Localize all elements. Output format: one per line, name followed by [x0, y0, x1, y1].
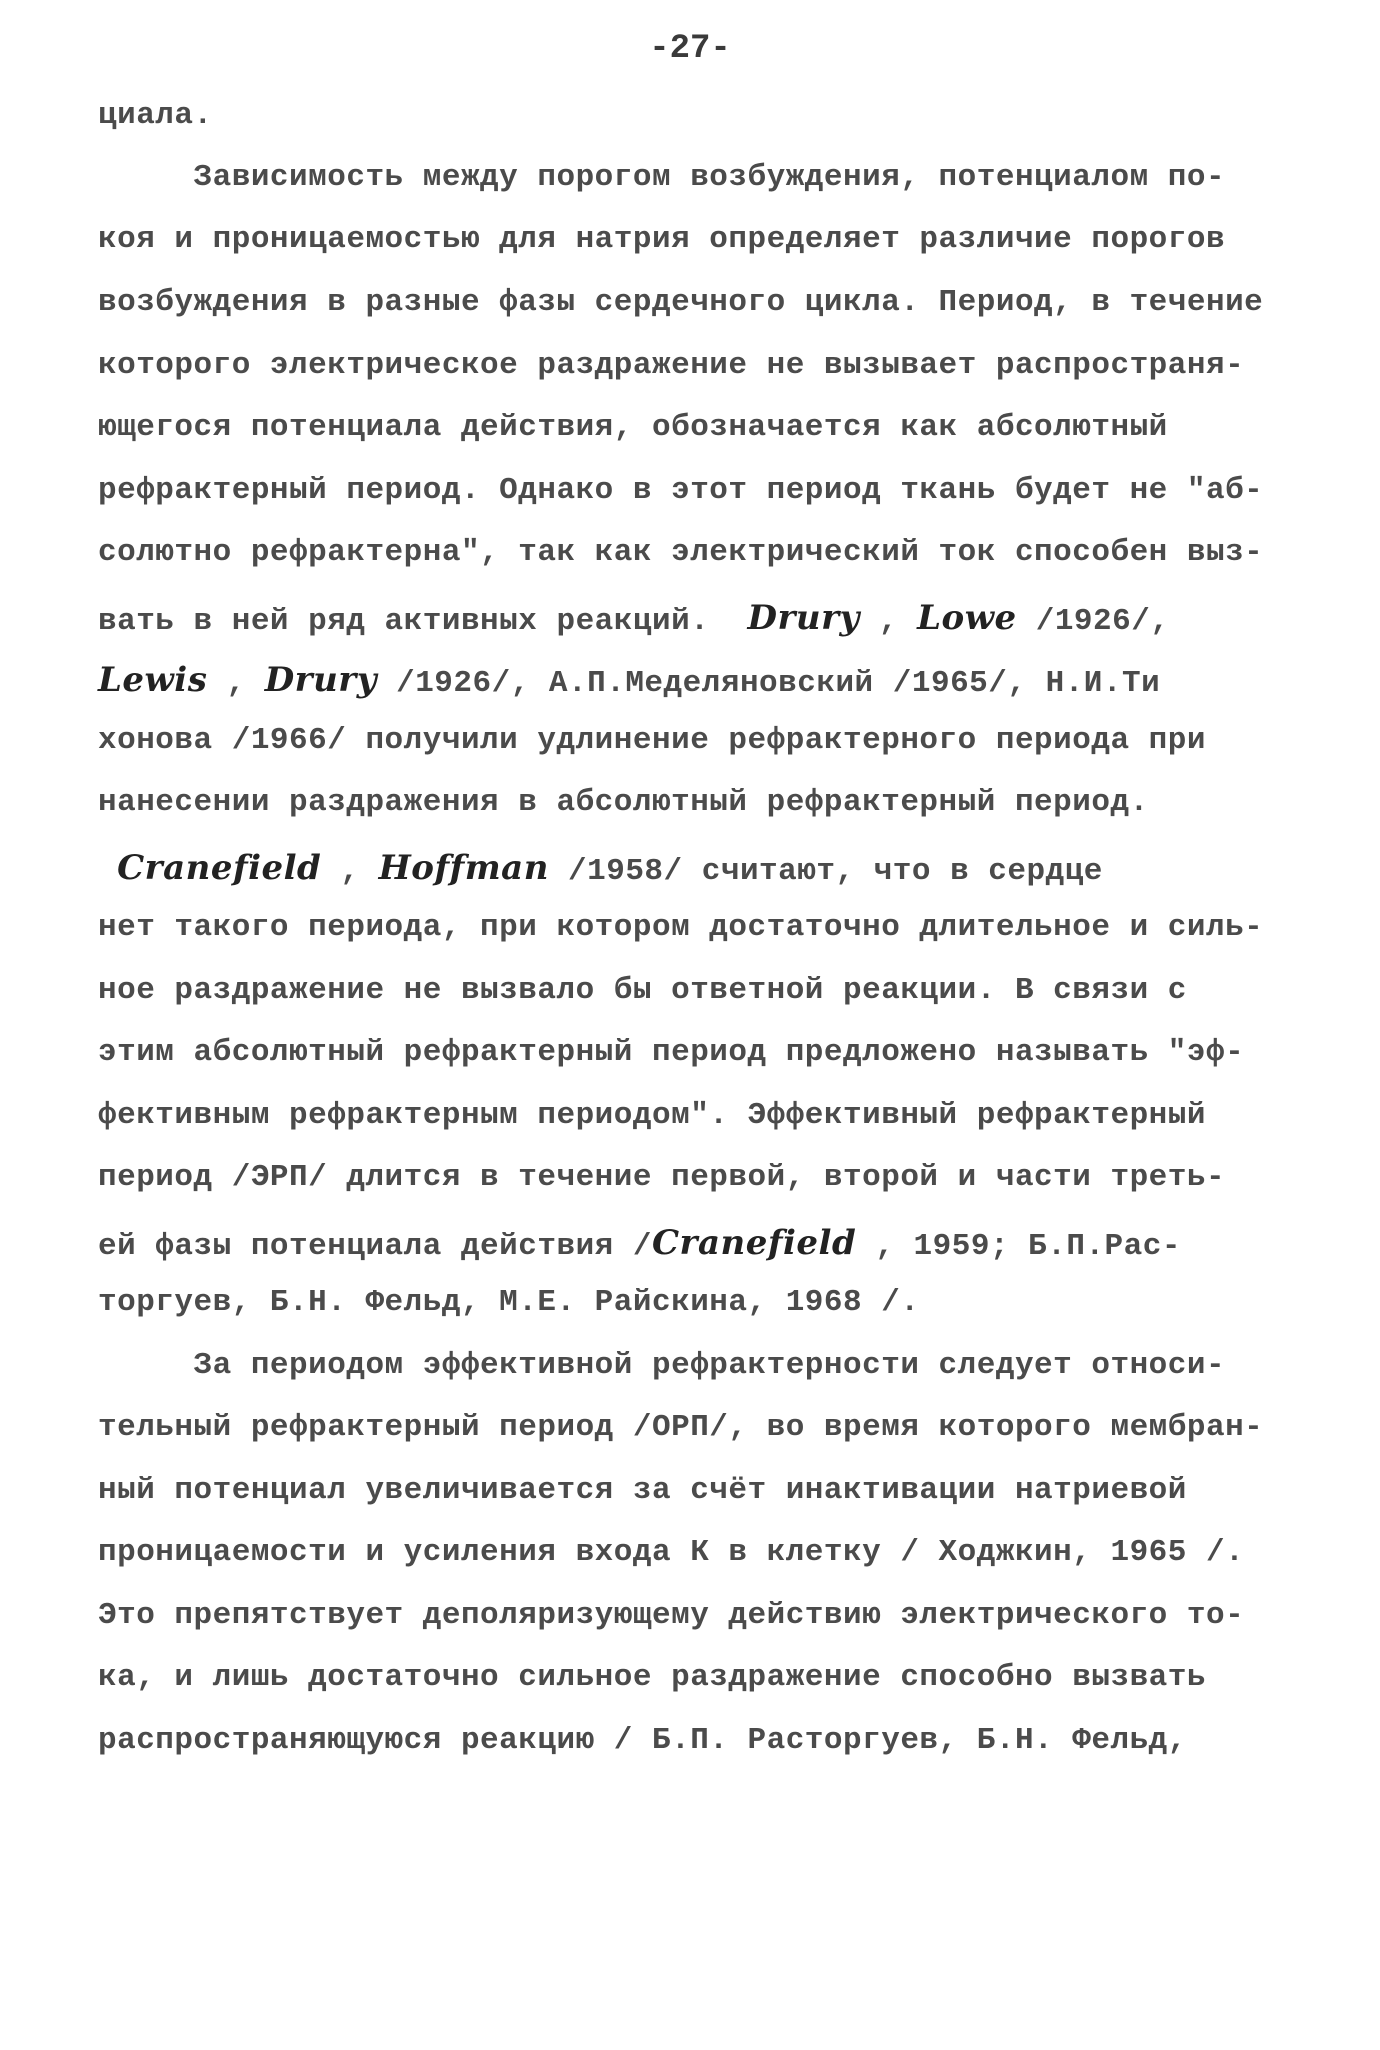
page-number: -27- — [649, 30, 731, 68]
text-line — [98, 848, 1103, 889]
text-line: ющегося потенциала действия, обозначается как абсолютный — [98, 410, 1168, 445]
handwritten-name: Lowe — [917, 598, 1017, 638]
separator: , — [207, 666, 265, 701]
text-line: нет такого периода, при котором достаточно длительное и силь- — [98, 910, 1264, 945]
text-line — [98, 1223, 1181, 1264]
separator: , — [859, 604, 918, 639]
text-line: возбуждения в разные фазы сердечного цикла. Период, в течение — [98, 285, 1264, 320]
text-line: проницаемости и усиления входа К в клетку / Ходжкин, 1965 /. — [98, 1535, 1245, 1570]
line-text: /1958/ считают, что в сердце — [548, 854, 1103, 889]
handwritten-name: Lewis — [98, 660, 208, 700]
text-line: этим абсолютный рефрактерный период предложено называть "эф- — [98, 1035, 1245, 1070]
text-line: ный потенциал увеличивается за счёт инактивации натриевой — [98, 1473, 1187, 1508]
handwritten-name: Cranefield — [117, 848, 322, 888]
handwritten-name: Drury — [264, 660, 377, 700]
line-text: , 1959; Б.П.Рас- — [856, 1229, 1181, 1264]
text-line: которого электрическое раздражение не вызывает распространя- — [98, 348, 1245, 383]
text-line: Зависимость между порогом возбуждения, потенциалом по- — [98, 160, 1226, 195]
line-text: /1926/, — [1016, 604, 1170, 639]
handwritten-name: Hoffman — [378, 848, 549, 888]
line-text: /1926/, А.П.Меделяновский /1965/, Н.И.Ти — [376, 666, 1161, 701]
text-line: ное раздражение не вызвало бы ответной реакции. В связи с — [98, 973, 1187, 1008]
text-line — [98, 598, 1169, 639]
text-line: тельный рефрактерный период /ОРП/, во время которого мембран- — [98, 1410, 1264, 1445]
text-line: коя и проницаемостью для натрия определяет различие порогов — [98, 222, 1226, 257]
text-line: ка, и лишь достаточно сильное раздражение способно вызвать — [98, 1660, 1206, 1695]
text-line — [98, 660, 1160, 701]
line-text: ей фазы потенциала действия / — [98, 1229, 652, 1264]
text-line: фективным рефрактерным периодом". Эффективный рефрактерный — [98, 1098, 1206, 1133]
separator: , — [321, 854, 379, 889]
text-line: рефрактерный период. Однако в этот период ткань будет не "аб- — [98, 473, 1264, 508]
text-line: распространяющуюся реакцию / Б.П. Расторгуев, Б.Н. Фельд, — [98, 1723, 1187, 1758]
text-line: период /ЭРП/ длится в течение первой, второй и части треть- — [98, 1160, 1226, 1195]
text-line: хонова /1966/ получили удлинение рефрактерного периода при — [98, 723, 1206, 758]
text-line: торгуев, Б.Н. Фельд, М.Е. Райскина, 1968 /. — [98, 1285, 920, 1320]
text-line: За периодом эффективной рефрактерности следует относи- — [98, 1348, 1226, 1383]
handwritten-name: Drury — [747, 598, 860, 638]
text-line: циала. — [98, 98, 213, 133]
text-line: нанесении раздражения в абсолютный рефрактерный период. — [98, 785, 1149, 820]
text-line: Это препятствует деполяризующему действию электрического то- — [98, 1598, 1245, 1633]
text-line: солютно рефрактерна", так как электрический ток способен выз- — [98, 535, 1264, 570]
line-text: вать в ней ряд активных реакций. — [98, 604, 710, 639]
handwritten-name: Cranefield — [652, 1223, 857, 1263]
